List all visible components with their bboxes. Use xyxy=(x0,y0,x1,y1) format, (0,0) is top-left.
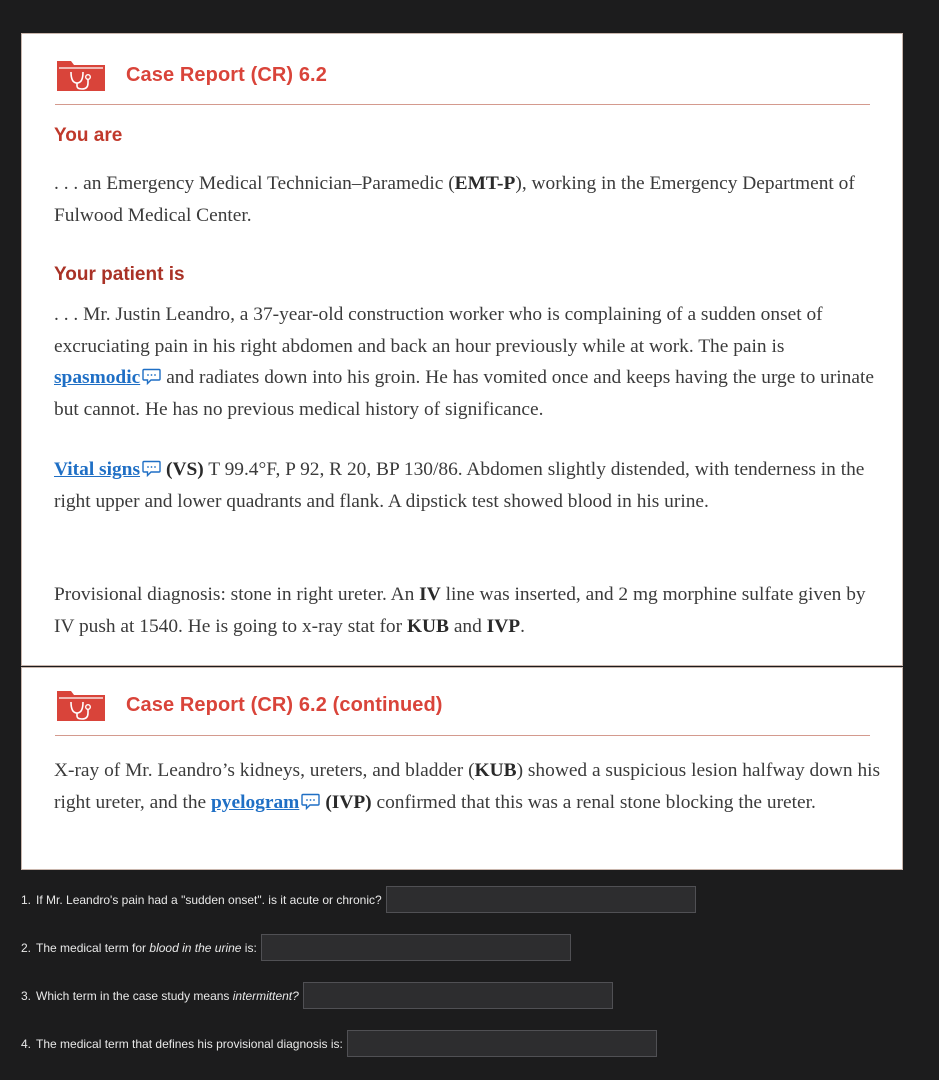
question-number: 1. xyxy=(21,892,32,907)
question-4 xyxy=(21,1030,657,1057)
emphasized-term: blood in the urine xyxy=(149,940,242,955)
answer-input-3[interactable] xyxy=(303,982,613,1009)
abbreviation-kub: KUB xyxy=(406,615,449,637)
answer-input-1[interactable] xyxy=(386,886,696,913)
question-text xyxy=(36,989,299,1003)
diagnosis-paragraph xyxy=(54,579,874,642)
question-number: 3. xyxy=(21,988,32,1003)
you-are-paragraph xyxy=(54,168,874,231)
text-segment: is: xyxy=(241,940,257,955)
question-number: 4. xyxy=(21,1036,32,1051)
you-are-heading: You are xyxy=(54,125,123,146)
case-report-title: Case Report (CR) 6.2 xyxy=(126,63,327,86)
abbreviation-ivp: IVP xyxy=(486,615,521,637)
text-segment: and xyxy=(448,615,487,637)
case-report-card xyxy=(21,33,903,666)
text-segment: ), working in the Emergency Department of Fulwood Medical Center. xyxy=(54,173,855,226)
case-report-header xyxy=(55,687,443,723)
header-divider xyxy=(55,104,870,105)
abbreviation-emtp: EMT-P xyxy=(454,173,516,194)
your-patient-heading: Your patient is xyxy=(54,264,185,285)
spasmodic-link[interactable]: spasmodic xyxy=(54,367,141,388)
question-1 xyxy=(21,886,696,913)
folder-stethoscope-icon xyxy=(55,687,107,723)
text-segment: X-ray of Mr. Leandro’s kidneys, ureters, and bladder ( xyxy=(54,760,475,781)
question-2 xyxy=(21,934,571,961)
case-report-header xyxy=(55,57,327,93)
abbreviation-ivp: (IVP) xyxy=(325,791,372,813)
abbreviation-iv: IV xyxy=(419,584,441,605)
question-text xyxy=(36,1037,343,1051)
text-segment: confirmed that this was a renal stone blocking the ureter. xyxy=(371,791,816,813)
emphasized-term: intermittent? xyxy=(232,988,299,1003)
pyelogram-link[interactable]: pyelogram xyxy=(210,791,300,813)
text-segment: . . . an Emergency Medical Technician–Paramedic ( xyxy=(54,173,455,194)
text-segment: ) showed a suspicious lesion halfway down his right ureter, and the xyxy=(54,760,881,813)
text-segment: Which term in the case study means xyxy=(36,988,233,1003)
text-segment: The medical term that defines his provisional diagnosis is: xyxy=(36,1036,343,1051)
patient-paragraph xyxy=(54,299,874,425)
text-segment: line was inserted, and 2 mg morphine sulfate given by IV push at 1540. He is going to x-ray stat for xyxy=(54,584,866,637)
abbreviation-vs: (VS) xyxy=(166,459,204,480)
question-3 xyxy=(21,982,613,1009)
answer-input-2[interactable] xyxy=(261,934,571,961)
text-segment: Provisional diagnosis: stone in right ureter. An xyxy=(54,584,420,605)
question-text xyxy=(36,893,382,907)
case-report-continued-card xyxy=(21,667,903,870)
speech-bubble-icon[interactable] xyxy=(142,368,161,385)
vital-signs-link[interactable]: Vital signs xyxy=(54,459,141,480)
text-segment: . . . Mr. Justin Leandro, a 37-year-old construction worker who is complaining of a sudden onset of excruciating pain in his right abdomen and back an hour previously while at work. The pain is xyxy=(54,304,823,357)
xray-paragraph xyxy=(54,755,884,818)
abbreviation-kub: KUB xyxy=(474,760,517,781)
text-segment: T 99.4°F, P 92, R 20, BP 130/86. Abdomen slightly distended, with tenderness in the right upper and lower quadrants and flank. A dipstick test showed blood in his urine. xyxy=(54,459,865,512)
speech-bubble-icon[interactable] xyxy=(142,460,161,477)
text-segment: If Mr. Leandro's pain had a "sudden onset". is it acute or chronic? xyxy=(36,892,382,907)
case-report-title: Case Report (CR) 6.2 (continued) xyxy=(126,693,443,716)
vital-signs-paragraph xyxy=(54,454,874,517)
question-text xyxy=(36,941,257,955)
question-number: 2. xyxy=(21,940,32,955)
text-segment: . xyxy=(520,615,525,637)
speech-bubble-icon[interactable] xyxy=(301,793,320,810)
text-segment: and radiates down into his groin. He has vomited once and keeps having the urge to urinate but cannot. He has no previous medical history of significance. xyxy=(54,367,874,420)
folder-stethoscope-icon xyxy=(55,57,107,93)
header-divider xyxy=(55,735,870,736)
answer-input-4[interactable] xyxy=(347,1030,657,1057)
text-segment: The medical term for xyxy=(36,940,150,955)
